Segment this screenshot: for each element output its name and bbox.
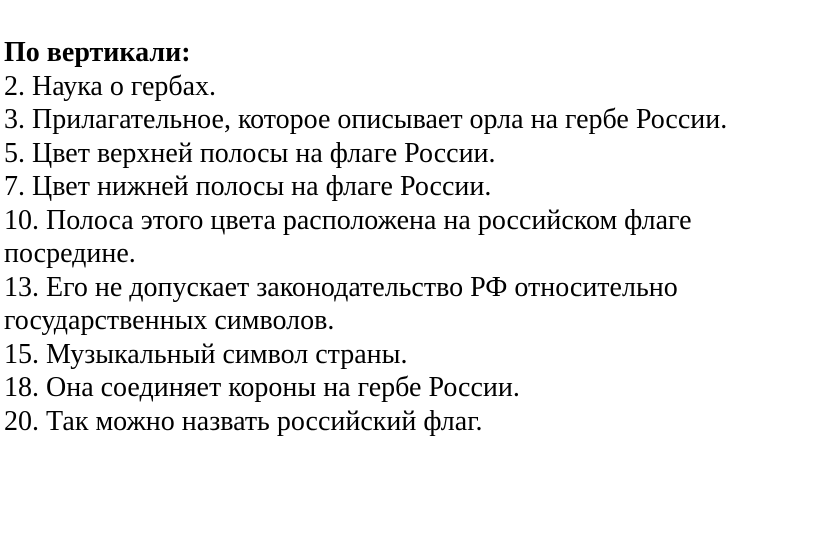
crossword-clues	[4, 36, 812, 438]
section-heading-vertical: По вертикали:	[4, 37, 191, 68]
clue-15: 15. Музыкальный символ страны.	[4, 338, 408, 370]
clue-13: 13. Его не допускает законодательство РФ относительно государственных символов.	[4, 271, 678, 336]
clue-2: 2. Наука о гербах.	[4, 70, 217, 102]
clue-20: 20. Так можно назвать российский флаг.	[4, 405, 483, 437]
clue-3: 3. Прилагательное, которое описывает орла на гербе России.	[4, 104, 728, 135]
clue-5: 5. Цвет верхней полосы на флаге России.	[4, 137, 496, 169]
clue-18: 18. Она соединяет короны на гербе России.	[4, 372, 520, 403]
clue-10: 10. Полоса этого цвета расположена на российском флаге посредине.	[4, 204, 692, 269]
clue-7: 7. Цвет нижней полосы на флаге России.	[4, 171, 492, 202]
